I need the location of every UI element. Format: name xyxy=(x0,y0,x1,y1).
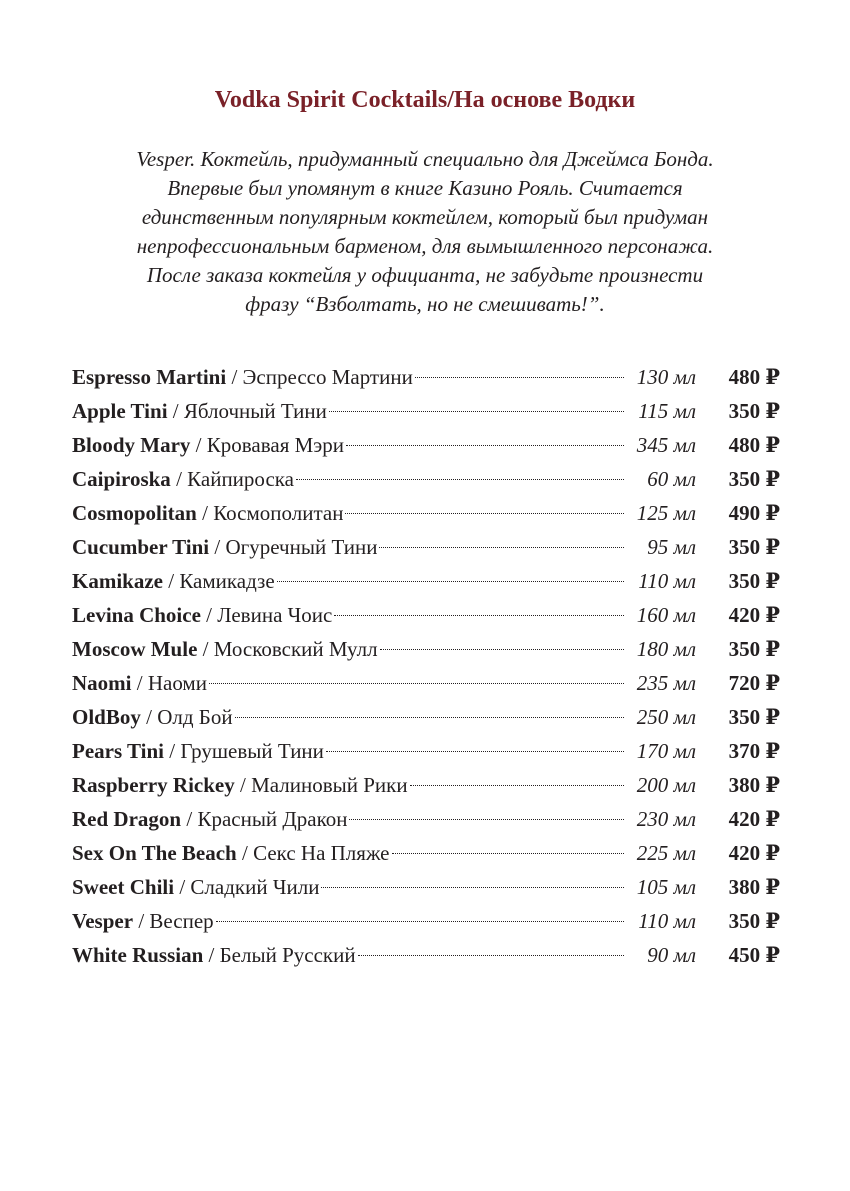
cocktail-price: 420 ₽ xyxy=(728,841,780,865)
cocktail-name-ru: Веспер xyxy=(149,909,214,933)
dot-leader xyxy=(321,887,624,888)
dot-leader xyxy=(216,921,624,922)
cocktail-list xyxy=(72,362,780,974)
cocktail-name-en: Kamikaze xyxy=(72,569,163,593)
cocktail-price: 350 ₽ xyxy=(728,535,780,559)
menu-item-row xyxy=(72,464,780,498)
cocktail-name-ru: Огуречный Тини xyxy=(225,535,378,559)
cocktail-name-en: Caipiroska xyxy=(72,467,171,491)
name-separator: / xyxy=(133,909,150,933)
name-separator: / xyxy=(190,433,207,457)
cocktail-volume: 230 мл xyxy=(636,807,696,831)
cocktail-name-en: Cucumber Tini xyxy=(72,535,210,559)
dot-leader xyxy=(392,853,625,854)
menu-item-row xyxy=(72,702,780,736)
intro-line: Vesper. Коктейль, придуманный специально для Джеймса Бонда. xyxy=(136,147,714,171)
menu-item-row xyxy=(72,498,780,532)
name-separator: / xyxy=(131,671,148,695)
cocktail-name-en: Bloody Mary xyxy=(72,433,191,457)
dot-leader xyxy=(349,819,624,820)
cocktail-price: 350 ₽ xyxy=(728,909,780,933)
cocktail-price: 420 ₽ xyxy=(728,603,780,627)
menu-item-row xyxy=(72,634,780,668)
dot-leader xyxy=(415,377,624,378)
cocktail-name-ru: Белый Русский xyxy=(219,943,356,967)
cocktail-volume: 130 мл xyxy=(636,365,696,389)
menu-item-row xyxy=(72,736,780,770)
name-separator: / xyxy=(140,705,158,729)
cocktail-name-ru: Секс На Пляже xyxy=(253,841,390,865)
dot-leader xyxy=(379,547,624,548)
name-separator: / xyxy=(234,773,252,797)
name-separator: / xyxy=(167,399,184,423)
name-separator: / xyxy=(164,739,181,763)
cocktail-price: 350 ₽ xyxy=(728,467,780,491)
dot-leader xyxy=(209,683,624,684)
cocktail-price: 350 ₽ xyxy=(728,705,780,729)
dot-leader xyxy=(380,649,624,650)
cocktail-name-en: Cosmopolitan xyxy=(72,501,197,525)
cocktail-name-en: Levina Choice xyxy=(72,603,201,627)
cocktail-name-ru: Наоми xyxy=(147,671,207,695)
name-separator: / xyxy=(203,943,220,967)
cocktail-volume: 200 мл xyxy=(636,773,696,797)
dot-leader xyxy=(277,581,624,582)
cocktail-price: 380 ₽ xyxy=(728,773,780,797)
cocktail-price: 480 ₽ xyxy=(728,433,780,457)
intro-line: Впервые был упомянут в книге Казино Рояль. Считается xyxy=(167,176,683,200)
cocktail-name-en: Apple Tini xyxy=(72,399,168,423)
menu-item-row xyxy=(72,532,780,566)
intro-line: единственным популярным коктейлем, который был придуман xyxy=(141,205,709,229)
cocktail-name-en: Naomi xyxy=(72,671,132,695)
cocktail-price: 720 ₽ xyxy=(728,671,780,695)
cocktail-name-en: Pears Tini xyxy=(72,739,164,763)
cocktail-price: 480 ₽ xyxy=(728,365,780,389)
intro-line: После заказа коктейля у официанта, не забудьте произнести xyxy=(146,263,704,287)
cocktail-name-ru: Сладкий Чили xyxy=(190,875,320,899)
name-separator: / xyxy=(196,501,214,525)
name-separator: / xyxy=(226,365,243,389)
cocktail-volume: 170 мл xyxy=(636,739,696,763)
cocktail-price: 350 ₽ xyxy=(728,637,780,661)
dot-leader xyxy=(358,955,624,956)
cocktail-volume: 180 мл xyxy=(636,637,696,661)
cocktail-volume: 125 мл xyxy=(636,501,696,525)
cocktail-volume: 95 мл xyxy=(647,535,696,559)
cocktail-name-en: OldBoy xyxy=(72,705,141,729)
dot-leader xyxy=(326,751,624,752)
cocktail-volume: 105 мл xyxy=(636,875,696,899)
cocktail-name-en: Moscow Mule xyxy=(72,637,198,661)
cocktail-name-ru: Малиновый Рики xyxy=(251,773,408,797)
cocktail-name-en: White Russian xyxy=(72,943,204,967)
cocktail-price: 350 ₽ xyxy=(728,569,780,593)
dot-leader xyxy=(235,717,624,718)
name-separator: / xyxy=(236,841,254,865)
menu-item-row xyxy=(72,770,780,804)
dot-leader xyxy=(329,411,624,412)
cocktail-name-ru: Яблочный Тини xyxy=(183,399,327,423)
name-separator: / xyxy=(197,637,214,661)
cocktail-name-en: Vesper xyxy=(72,909,134,933)
menu-item-row xyxy=(72,838,780,872)
dot-leader xyxy=(346,445,624,446)
cocktail-name-ru: Кайпироска xyxy=(187,467,294,491)
cocktail-volume: 60 мл xyxy=(647,467,696,491)
menu-item-row xyxy=(72,362,780,396)
intro-line: фразу “Взболтать, но не смешивать!”. xyxy=(245,292,605,316)
cocktail-name-en: Espresso Martini xyxy=(72,365,227,389)
cocktail-name-ru: Грушевый Тини xyxy=(180,739,324,763)
cocktail-name-en: Sex On The Beach xyxy=(72,841,237,865)
dot-leader xyxy=(296,479,624,480)
cocktail-name-ru: Левина Чоис xyxy=(217,603,333,627)
cocktail-price: 350 ₽ xyxy=(728,399,780,423)
cocktail-price: 450 ₽ xyxy=(728,943,780,967)
cocktail-volume: 235 мл xyxy=(636,671,696,695)
menu-item-row xyxy=(72,600,780,634)
cocktail-volume: 110 мл xyxy=(638,569,696,593)
cocktail-name-ru: Московский Мулл xyxy=(213,637,378,661)
cocktail-name-ru: Кровавая Мэри xyxy=(206,433,345,457)
cocktail-name-en: Sweet Chili xyxy=(72,875,175,899)
menu-item-row xyxy=(72,906,780,940)
menu-item-row xyxy=(72,566,780,600)
menu-item-row xyxy=(72,430,780,464)
menu-item-row xyxy=(72,396,780,430)
cocktail-name-en: Raspberry Rickey xyxy=(72,773,235,797)
menu-item-row xyxy=(72,940,780,974)
cocktail-volume: 110 мл xyxy=(638,909,696,933)
dot-leader xyxy=(345,513,624,514)
menu-item-row xyxy=(72,804,780,838)
dot-leader xyxy=(334,615,624,616)
page-title: Vodka Spirit Cocktails/На основе Водки xyxy=(214,87,636,113)
name-separator: / xyxy=(209,535,226,559)
name-separator: / xyxy=(174,875,191,899)
cocktail-name-ru: Космополитан xyxy=(213,501,344,525)
cocktail-price: 380 ₽ xyxy=(728,875,780,899)
dot-leader xyxy=(410,785,624,786)
cocktail-name-en: Red Dragon xyxy=(72,807,182,831)
name-separator: / xyxy=(170,467,188,491)
intro-line: непрофессиональным барменом, для вымышленного персонажа. xyxy=(136,234,714,258)
cocktail-name-ru: Олд Бой xyxy=(157,705,233,729)
name-separator: / xyxy=(181,807,198,831)
cocktail-name-ru: Красный Дракон xyxy=(197,807,348,831)
menu-item-row xyxy=(72,668,780,702)
cocktail-volume: 225 мл xyxy=(636,841,696,865)
intro-text xyxy=(95,145,755,319)
cocktail-volume: 160 мл xyxy=(636,603,696,627)
name-separator: / xyxy=(162,569,180,593)
menu-item-row xyxy=(72,872,780,906)
cocktail-volume: 250 мл xyxy=(636,705,696,729)
cocktail-name-ru: Эспрессо Мартини xyxy=(242,365,413,389)
name-separator: / xyxy=(200,603,218,627)
cocktail-name-ru: Камикадзе xyxy=(179,569,275,593)
cocktail-volume: 345 мл xyxy=(636,433,696,457)
cocktail-price: 490 ₽ xyxy=(728,501,780,525)
cocktail-volume: 90 мл xyxy=(647,943,696,967)
cocktail-volume: 115 мл xyxy=(638,399,696,423)
cocktail-price: 420 ₽ xyxy=(728,807,780,831)
cocktail-price: 370 ₽ xyxy=(728,739,780,763)
